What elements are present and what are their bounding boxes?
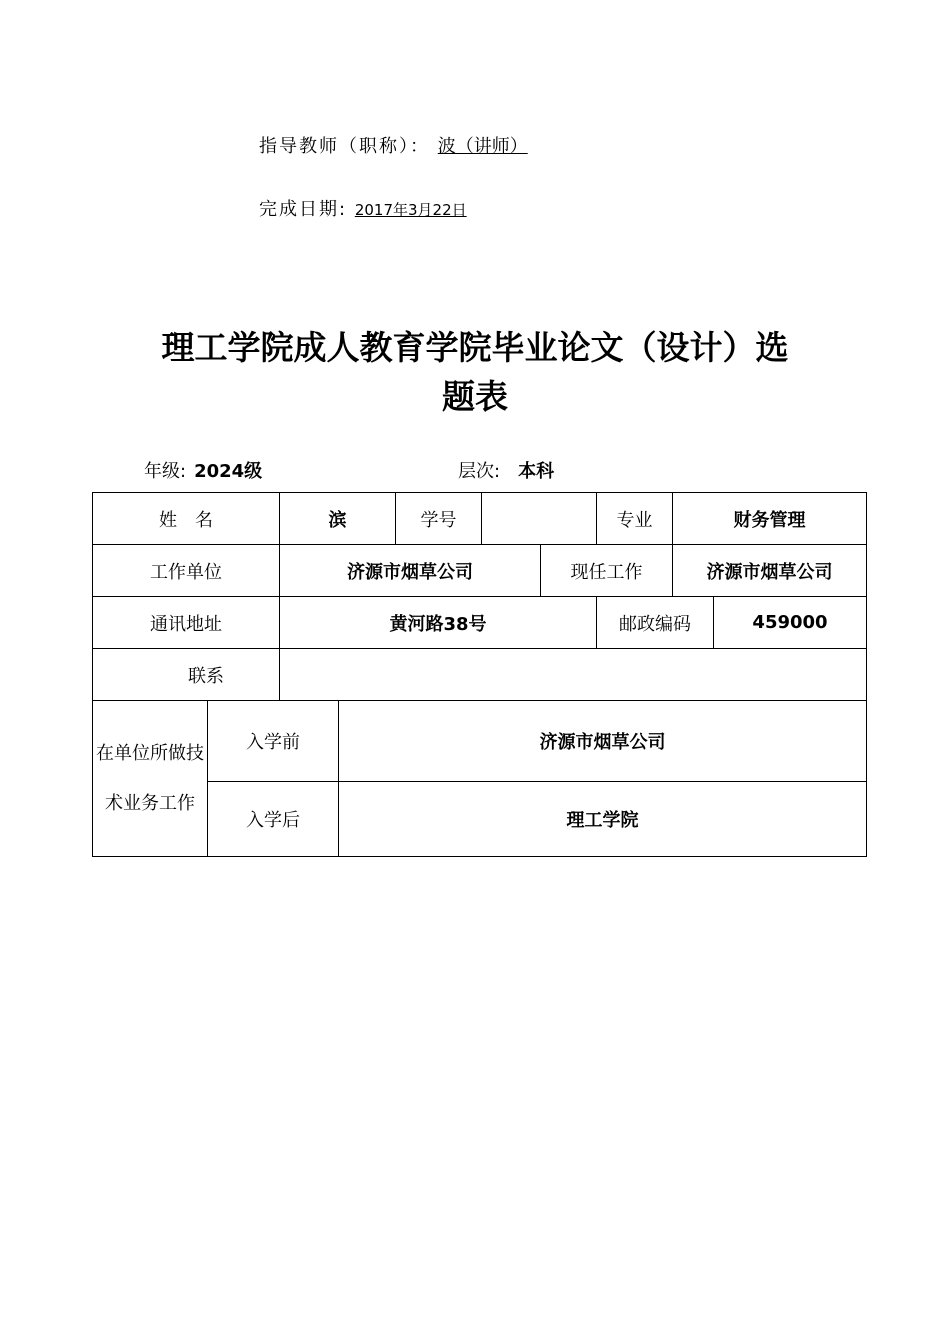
before-enrollment-value[interactable]: 济源市烟草公司 [339,701,867,782]
advisor-label: 指导教师（职称）： [259,136,430,157]
form-row-contact [93,649,867,701]
after-enrollment-value[interactable]: 理工学院 [339,782,867,857]
address-label: 通讯地址 [93,597,280,649]
form-row-after-enrollment [93,782,867,857]
form-row-work-unit [93,545,867,597]
student-id-label: 学号 [396,493,482,545]
current-job-value[interactable]: 济源市烟草公司 [673,545,867,597]
tech-work-label: 在单位所做技术业务工作 [93,701,208,857]
major-value[interactable]: 财务管理 [673,493,867,545]
before-enrollment-label: 入学前 [208,701,339,782]
major-label: 专业 [597,493,673,545]
level-value: 本科 [518,461,555,482]
name-label: 姓 名 [93,493,280,545]
form-row-before-enrollment [93,701,867,782]
student-id-value[interactable] [482,493,597,545]
page-title [0,323,950,421]
postcode-label: 邮政编码 [597,597,714,649]
completion-date-line [259,195,467,221]
completion-date-value: 2017年3月22日 [354,201,467,219]
address-value[interactable]: 黄河路38号 [280,597,597,649]
contact-value[interactable] [280,649,867,701]
contact-label: 联系 [93,649,280,701]
form-row-name [93,493,867,545]
page-title-line1: 理工学院成人教育学院毕业论文（设计）选 [161,328,789,367]
form-row-address [93,597,867,649]
thesis-selection-form [92,492,867,857]
after-enrollment-label: 入学后 [208,782,339,857]
name-value[interactable]: 滨 [280,493,396,545]
advisor-line [259,132,558,158]
current-job-label: 现任工作 [541,545,673,597]
postcode-value[interactable]: 459000 [714,597,867,649]
level-label: 层次: [458,461,501,482]
grade-label: 年级: [144,461,187,482]
level-field [458,457,554,483]
completion-date-label: 完成日期: [259,199,348,220]
work-unit-value[interactable]: 济源市烟草公司 [280,545,541,597]
grade-value: 2024级 [194,461,263,482]
grade-field [144,457,262,483]
advisor-value: 波（讲师） [437,136,528,157]
page-title-line2: 题表 [442,377,508,416]
work-unit-label: 工作单位 [93,545,280,597]
